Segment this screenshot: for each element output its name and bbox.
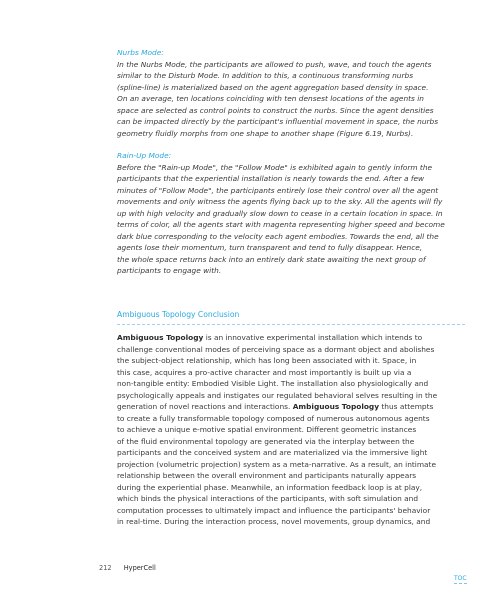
- text-segment: thus attempts: [379, 402, 434, 411]
- text-line: participants to engage with.: [117, 266, 222, 275]
- text-line: during the experiential phase. Meanwhile, an information feedback loop is at play,: [117, 482, 423, 492]
- text-line: [117, 332, 465, 344]
- text-line: can be impacted directly by the participant's influential movement in space, the nurbs: [117, 117, 439, 126]
- text-line: [117, 401, 465, 413]
- text-line: in real-time. During the interaction process, novel movements, group dynamics, and: [117, 517, 431, 526]
- text-line: agents lose their momentum, turn transparent and tend to fully disappear. Hence,: [117, 243, 423, 252]
- mode-descriptions: [117, 47, 465, 277]
- text-line: psychologically appeals and instigates our regulated behavioral selves resulting in the: [117, 390, 438, 400]
- nurbs-mode-paragraph: [117, 59, 465, 140]
- text-line: to create a fully transformable topology composed of numerous autonomous agents: [117, 413, 430, 423]
- text-line: projection (volumetric projection) system as a meta-narrative. As a result, an intimate: [117, 459, 437, 469]
- text-line: non-tangible entity: Embodied Visible Light. The installation also physiologically and: [117, 379, 429, 388]
- text-line: participants and the conceived system and are materialized via the immersive light: [117, 448, 428, 457]
- text-line: space are selected as control points to construct the nurbs. Since the agent densities: [117, 105, 434, 115]
- text-line: Before the "Rain-up Mode", the "Follow Mode" is exhibited again to gently inform the: [117, 162, 433, 172]
- text-line: participants that the experiential installation is nearly towards the end. After a few: [117, 174, 425, 183]
- text-line: computation processes to ultimately impact and influence the participants' behavior: [117, 505, 431, 515]
- text-line: dark blue corresponding to the velocity each agent embodies. Towards the end, all the: [117, 231, 439, 241]
- text-line: On an average, ten locations coinciding with ten densest locations of the agents in: [117, 94, 424, 103]
- conclusion-paragraph: [117, 332, 465, 528]
- section-title: Ambiguous Topology Conclusion: [117, 309, 465, 325]
- text-segment: generation of novel reactions and interactions.: [117, 402, 293, 411]
- text-line: relationship between the overall environment and participants naturally appears: [117, 471, 417, 480]
- term-emphasis: Ambiguous Topology: [292, 402, 380, 411]
- text-line: to achieve a unique e-motive spatial environment. Different geometric instances: [117, 425, 417, 434]
- text-line: which binds the physical interactions of the participants, with soft simulation and: [117, 494, 419, 503]
- nurbs-mode-heading: Nurbs Mode:: [117, 48, 164, 57]
- text-line: movements and only witness the agents flying back up to the sky. All the agents will fly: [117, 197, 443, 206]
- book-title: HyperCell: [123, 564, 156, 572]
- page-number: 212: [99, 564, 112, 572]
- rain-up-mode-paragraph: [117, 162, 465, 277]
- rain-up-mode-heading: Rain-Up Mode:: [117, 151, 172, 160]
- text-line: of the fluid environmental topology are generated via the interplay between the: [117, 436, 415, 446]
- text-line: the whole space returns back into an entirely dark state awaiting the next group of: [117, 254, 426, 264]
- text-line: up with high velocity and gradually slow down to cease in a certain location in space. In: [117, 208, 443, 218]
- toc-link[interactable]: TOC: [454, 575, 467, 582]
- text-line: In the Nurbs Mode, the participants are allowed to push, wave, and touch the agents: [117, 59, 432, 69]
- text-line: terms of color, all the agents start with magenta representing higher speed and become: [117, 220, 445, 229]
- text-line: challenge conventional modes of perceiving space as a dormant object and abolishes: [117, 344, 435, 354]
- page-footer: [99, 564, 156, 572]
- text-segment: is an innovative experimental installation which intends to: [203, 333, 423, 342]
- term-emphasis: Ambiguous Topology: [117, 333, 204, 342]
- text-line: this case, acquires a pro-active character and most importantly is built up via a: [117, 367, 412, 377]
- text-line: the subject-object relationship, which has long been associated with it. Space, in: [117, 356, 417, 365]
- text-line: minutes of "Follow Mode", the participants entirely lose their control over all the agent: [117, 185, 439, 195]
- text-line: (spline-line) is materialized based on the agent aggregation based density in space.: [117, 82, 429, 92]
- text-line: similar to the Disturb Mode. In addition to this, a continuous transforming nurbs: [117, 71, 414, 80]
- text-line: geometry fluidly morphs from one shape to another shape (Figure 6.19, Nurbs).: [117, 128, 414, 138]
- conclusion-body: [117, 332, 465, 528]
